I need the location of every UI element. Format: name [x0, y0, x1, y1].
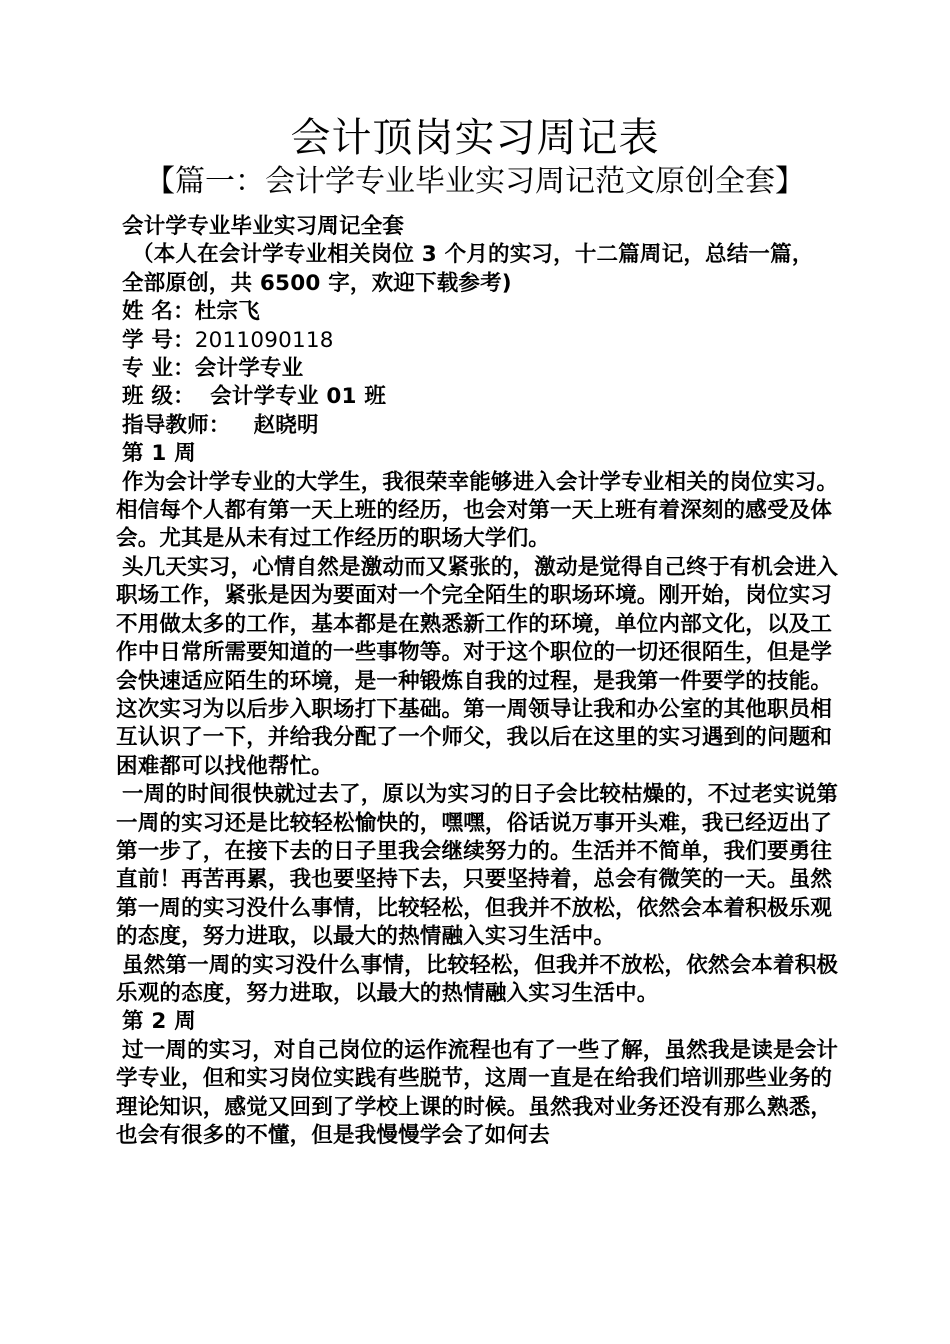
document-subtitle: 【篇一：会计学专业毕业实习周记范文原创全套】	[145, 164, 805, 199]
week-1-paragraph-4: 虽然第一周的实习没什么事情，比较轻松，但我并不放松，依然会本着积极乐观的态度，努力进取，以最大的热情融入实习生活中。	[116, 952, 839, 1006]
intro-note-line1: （本人在会计学专业相关岗位 3 个月的实习，十二篇周记，总结一篇，	[132, 242, 814, 268]
info-major-value: 会计学专业	[194, 356, 304, 382]
info-class-value: 会计学专业 01 班	[210, 384, 387, 410]
week-1-heading: 第 1 周	[122, 441, 196, 467]
info-major	[116, 355, 844, 383]
intro-heading: 会计学专业毕业实习周记全套	[122, 214, 405, 239]
info-name-label: 姓 名：	[122, 299, 195, 325]
document-body	[116, 213, 844, 1150]
week-2-heading: 第 2 周	[122, 1009, 196, 1035]
week-1-paragraph-3: 一周的时间很快就过去了，原以为实习的日子会比较枯燥的，不过老实说第一周的实习还是比较轻松愉快的，嘿嘿，俗话说万事开头难，我已经迈出了第一步了，在接下去的日子里我会继续努力的。生活并不简单，我们要勇往直前！再苦再累，我也要坚持下去，只要坚持着，总会有微笑的一天。虽然第一周的实习没什么事情，比较轻松，但我并不放松，依然会本着积极乐观的态度，努力进取，以最大的热情融入实习生活中。	[116, 782, 839, 950]
intro-note-line2: 全部原创，共 6500 字，欢迎下载参考)	[122, 270, 512, 296]
info-teacher	[116, 412, 844, 440]
info-name	[116, 298, 844, 326]
week-1-paragraph-1: 作为会计学专业的大学生，我很荣幸能够进入会计学专业相关的岗位实习。相信每个人都有第一天上班的经历，也会对第一天上班有着深刻的感受及体会。尤其是从未有过工作经历的职场大学们。	[116, 469, 839, 552]
week-1-paragraph-2: 头几天实习，心情自然是激动而又紧张的，激动是觉得自己终于有机会进入职场工作，紧张是因为要面对一个完全陌生的职场环境。刚开始，岗位实习不用做太多的工作，基本都是在熟悉新工作的环境，单位内部文化，以及工作中日常所需要知道的一些事物等。对于这个职位的一切还很陌生，但是学会快速适应陌生的环境，是一种锻炼自我的过程，是我第一件要学的技能。这次实习为以后步入职场打下基础。第一周领导让我和办公室的其他职员相互认识了一下，并给我分配了一个师父，我以后在这里的实习遇到的问题和困难都可以找他帮忙。	[116, 554, 839, 779]
info-id-value: 2011090118	[194, 327, 334, 353]
info-class	[116, 383, 844, 411]
info-teacher-value: 赵晓明	[253, 412, 319, 438]
info-id-label: 学 号：	[122, 327, 195, 353]
document-title: 会计顶岗实习周记表	[290, 115, 660, 161]
info-class-label: 班 级：	[122, 384, 195, 410]
info-name-value: 杜宗飞	[194, 299, 260, 325]
info-id	[116, 327, 844, 355]
week-2-paragraph-1: 过一周的实习，对自己岗位的运作流程也有了一些了解，虽然我是读是会计学专业，但和实习岗位实践有些脱节，这周一直是在给我们培训那些业务的理论知识，感觉又回到了学校上课的时候。虽然我对业务还没有那么熟悉，也会有很多的不懂，但是我慢慢学会了如何去	[116, 1037, 839, 1148]
info-major-label: 专 业：	[122, 356, 195, 382]
info-teacher-label: 指导教师：	[122, 412, 231, 438]
